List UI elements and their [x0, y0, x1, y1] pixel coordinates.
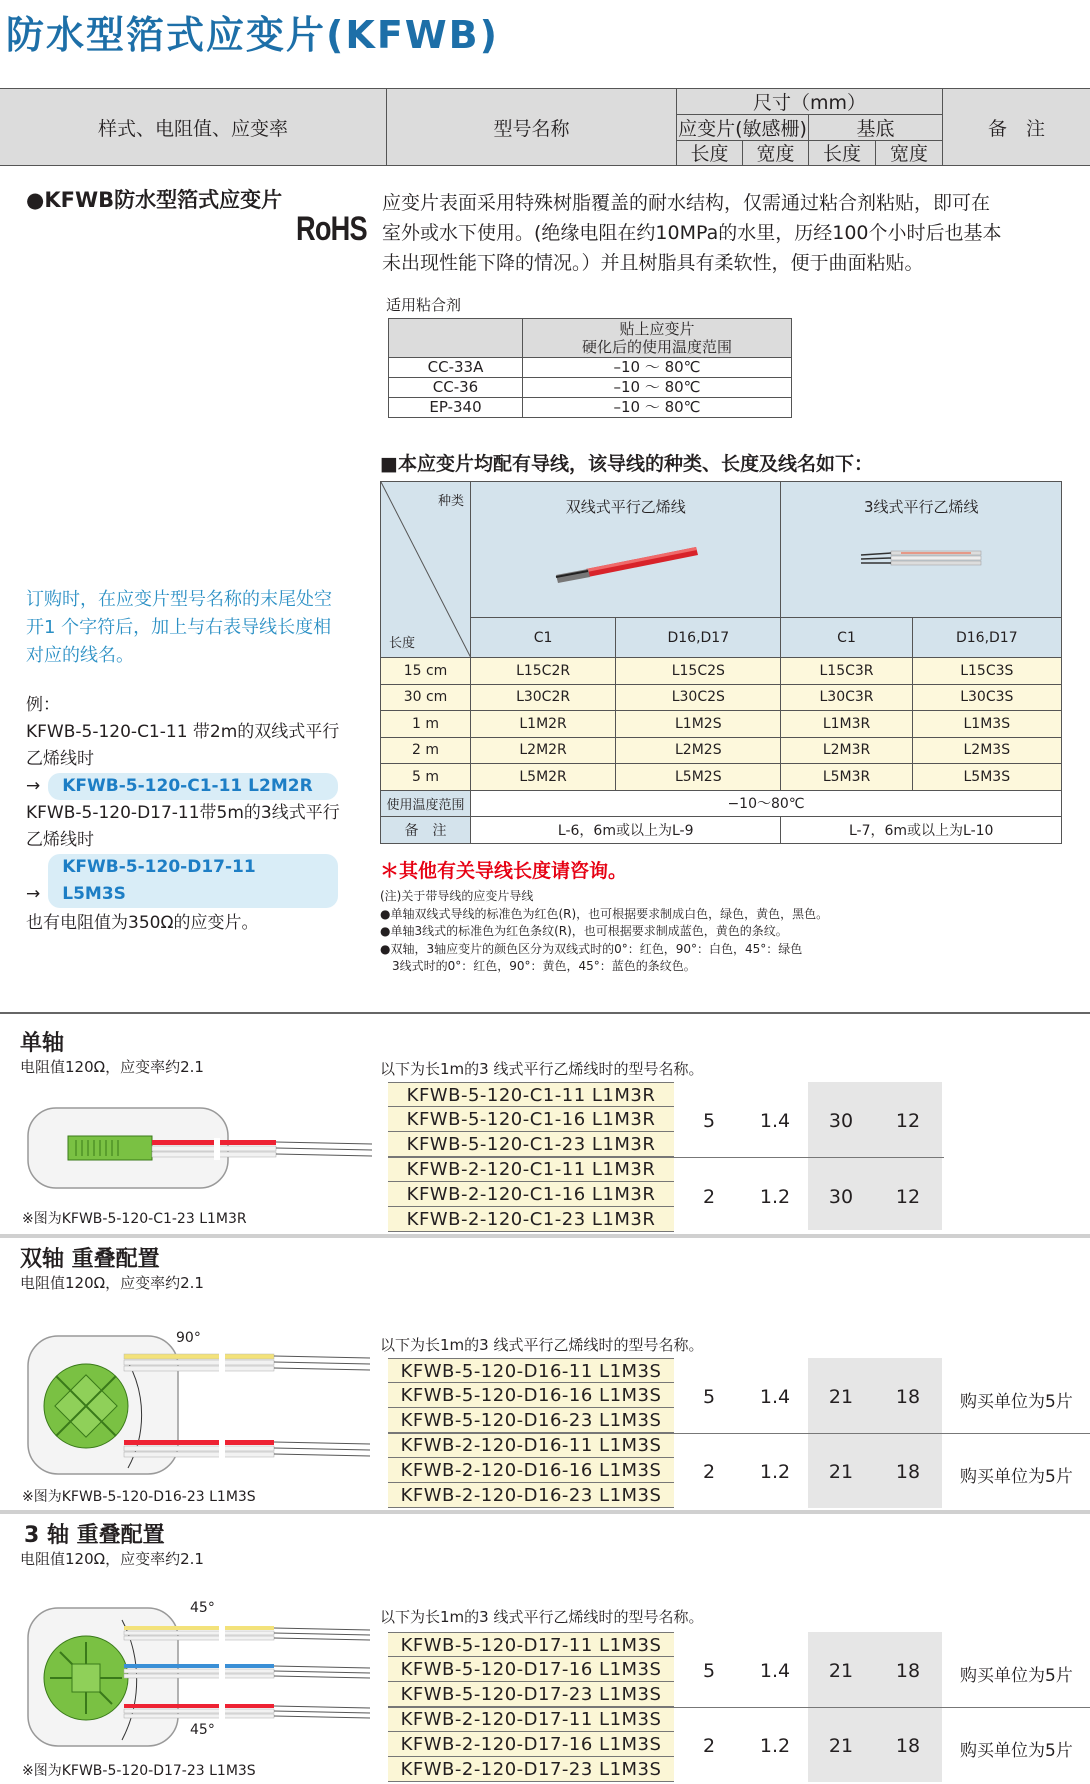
gauge-length: 2	[702, 1461, 716, 1483]
angle-label-top: 45°	[190, 1600, 215, 1616]
order-example	[26, 692, 366, 908]
table-row	[381, 684, 1062, 711]
lead-code: L2M3S	[912, 737, 1061, 764]
header-gauge-width: 宽度	[742, 140, 808, 165]
gauge-length: 5	[702, 1110, 716, 1132]
product-description	[382, 188, 1062, 278]
lead-len: 15 cm	[381, 658, 471, 685]
page-title: 防水型箔式应变片(KFWB)	[6, 13, 500, 57]
lead-code: L5M2S	[616, 764, 781, 791]
purchase-unit-remark: 购买单位为5片	[960, 1467, 1073, 1487]
gauge-length: 2	[702, 1735, 716, 1757]
note-line: ●单轴3线式的标准色为红色条纹(R)，也可根据要求制成蓝色，黄色的条纹。	[380, 924, 788, 938]
model-name: KFWB-5-120-C1-16 L1M3R	[388, 1107, 674, 1132]
three-wire-label: 3线式平行乙烯线	[863, 498, 979, 516]
adhesive-col-head	[523, 319, 792, 358]
gauge-length: 5	[702, 1660, 716, 1682]
lead-code: L2M2R	[471, 737, 616, 764]
example-line: 乙烯线时	[26, 749, 94, 769]
section-sub: 电阻值120Ω，应变率约2.1	[20, 1274, 204, 1292]
adhesive-name: EP-340	[389, 398, 523, 418]
consult-note: ＊其他有关导线长度请咨询。	[380, 860, 628, 882]
lead-code: L30C2R	[471, 684, 616, 711]
table-row	[381, 790, 1062, 817]
adhesive-range: –10 ～ 80℃	[523, 358, 792, 378]
model-name: KFWB-2-120-D17-11 L1M3S	[388, 1707, 674, 1732]
lead-remark-2: L-6，6m或以上为L-9	[471, 817, 781, 844]
lead-heading: ■本应变片均配有导线，该导线的种类、长度及线名如下：	[380, 453, 873, 475]
gauge-length: 2	[702, 1186, 716, 1208]
group-divider	[388, 1157, 944, 1158]
lead-remark-3: L-7，6m或以上为L-10	[781, 817, 1062, 844]
base-width: 18	[895, 1461, 921, 1483]
gauge-width: 1.4	[759, 1660, 791, 1682]
model-name: KFWB-2-120-D16-16 L1M3S	[388, 1458, 674, 1483]
model-name: KFWB-5-120-C1-11 L1M3R	[388, 1082, 674, 1107]
base-length: 21	[828, 1660, 854, 1682]
base-length: 21	[828, 1386, 854, 1408]
note-line: ●单轴双线式导线的标准色为红色(R)，也可根据要求制成白色，绿色，黄色，黑色。	[380, 906, 829, 921]
model-name: KFWB-2-120-C1-11 L1M3R	[388, 1157, 674, 1182]
header-gauge-length: 长度	[676, 140, 742, 165]
purchase-unit-remark: 购买单位为5片	[960, 1666, 1073, 1686]
base-width: 18	[895, 1735, 921, 1757]
header-dims: 尺寸（mm）	[676, 89, 942, 114]
lead-code: L1M2R	[471, 711, 616, 738]
example-model-pill: KFWB-5-120-C1-11 L2M2R	[48, 773, 338, 800]
group-divider	[388, 1433, 1090, 1434]
example-result	[26, 854, 366, 908]
figure-caption: ※图为KFWB-5-120-D17-23 L1M3S	[22, 1763, 256, 1779]
lead-code: L15C3S	[912, 658, 1061, 685]
order-line: 对应的线名。	[26, 645, 134, 666]
section-note: 以下为长1m的3 线式平行乙烯线时的型号名称。	[380, 1336, 704, 1354]
model-name: KFWB-2-120-C1-16 L1M3R	[388, 1182, 674, 1207]
gauge-width: 1.2	[759, 1735, 791, 1757]
table-row	[389, 358, 792, 378]
table-row	[381, 658, 1062, 685]
table-row	[381, 737, 1062, 764]
gauge-width: 1.2	[759, 1186, 791, 1208]
lead-code: L15C3R	[781, 658, 912, 685]
lead-code: L30C3R	[781, 684, 912, 711]
model-name: KFWB-2-120-D16-11 L1M3S	[388, 1433, 674, 1458]
lead-len: 30 cm	[381, 684, 471, 711]
header-base-length: 长度	[808, 140, 875, 165]
base-length: 21	[828, 1461, 854, 1483]
section-divider	[0, 1510, 1090, 1514]
example-model-pill: KFWB-5-120-D17-11 L5M3S	[48, 854, 338, 908]
table-row	[389, 398, 792, 418]
gauge-width: 1.2	[759, 1461, 791, 1483]
lead-code: L15C2S	[616, 658, 781, 685]
lead-sub-head: C1	[781, 618, 912, 658]
lead-len: 1 m	[381, 711, 471, 738]
lead-code: L2M3R	[781, 737, 912, 764]
note-line: (注)关于带导线的应变片导线	[380, 889, 534, 903]
product-heading: ●KFWB防水型箔式应变片	[26, 188, 283, 212]
table-row	[381, 764, 1062, 791]
table-row	[389, 378, 792, 398]
header-style: 样式、电阻值、应变率	[97, 117, 288, 140]
figure-caption: ※图为KFWB-5-120-C1-23 L1M3R	[22, 1211, 247, 1227]
lead-code: L1M3R	[781, 711, 912, 738]
table-row	[381, 711, 1062, 738]
lead-sub-head: C1	[471, 618, 616, 658]
example-label: 例：	[26, 695, 60, 715]
group-divider	[388, 1707, 1090, 1708]
biaxial-gauge-diagram	[24, 1300, 374, 1490]
order-instruction	[26, 586, 356, 670]
header-remarks: 备 注	[942, 89, 1090, 165]
lead-code: L1M2S	[616, 711, 781, 738]
angle-label: 90°	[176, 1330, 201, 1346]
lead-code: L30C3S	[912, 684, 1061, 711]
three-wire-cable-icon	[851, 535, 991, 585]
base-width: 18	[895, 1660, 921, 1682]
gauge-width: 1.4	[759, 1386, 791, 1408]
lead-code: L30C2S	[616, 684, 781, 711]
example-line: KFWB-5-120-C1-11 带2m的双线式平行	[26, 722, 340, 742]
order-line: 开1 个字符后，加上与右表导线长度相	[26, 617, 332, 638]
header-base-width: 宽度	[875, 140, 942, 165]
section-title-biaxial: 双轴 重叠配置	[20, 1247, 160, 1272]
lead-remark-label: 备 注	[381, 817, 471, 844]
example-line: 乙烯线时	[26, 830, 94, 850]
adhesive-corner	[389, 319, 523, 358]
lead-sub-head: D16,D17	[616, 618, 781, 658]
lead-code: L5M2R	[471, 764, 616, 791]
note-line: ●双轴，3轴应变片的颜色区分为双线式时的0°：红色，90°：白色，45°：绿色	[380, 941, 803, 956]
model-name: KFWB-5-120-D17-23 L1M3S	[388, 1682, 674, 1707]
base-width: 12	[895, 1186, 921, 1208]
model-name: KFWB-2-120-C1-23 L1M3R	[388, 1207, 674, 1232]
model-name: KFWB-5-120-C1-23 L1M3R	[388, 1132, 674, 1157]
base-length: 30	[828, 1110, 854, 1132]
desc-line: 未出现性能下降的情况。）并且树脂具有柔软性，便于曲面粘贴。	[382, 252, 924, 274]
adhesive-name: CC-36	[389, 378, 523, 398]
model-name: KFWB-2-120-D17-23 L1M3S	[388, 1757, 674, 1782]
table-row	[381, 817, 1062, 844]
lead-code: L2M2S	[616, 737, 781, 764]
purchase-unit-remark: 购买单位为5片	[960, 1392, 1073, 1412]
section-title-uniaxial: 单轴	[20, 1031, 65, 1056]
adhesive-col-head-line: 硬化后的使用温度范围	[581, 338, 732, 356]
base-width: 12	[895, 1110, 921, 1132]
base-length: 30	[828, 1186, 854, 1208]
lead-code: L1M3S	[912, 711, 1061, 738]
temp-label: 使用温度范围	[381, 790, 471, 817]
lead-sub-head: D16,D17	[912, 618, 1061, 658]
note-line: 3线式时的0°：红色，90°：黄色，45°：蓝色的条纹色。	[380, 959, 696, 973]
example-line: KFWB-5-120-D17-11带5m的3线式平行	[26, 803, 340, 823]
figure-caption: ※图为KFWB-5-120-D16-23 L1M3S	[22, 1489, 256, 1505]
two-wire-label: 双线式平行乙烯线	[565, 498, 686, 516]
base-length: 21	[828, 1735, 854, 1757]
two-wire-cable-icon	[546, 535, 706, 585]
three-wire-head	[781, 482, 1062, 618]
model-name: KFWB-5-120-D17-16 L1M3S	[388, 1657, 674, 1682]
angle-label-bottom: 45°	[190, 1722, 215, 1738]
gauge-width: 1.4	[759, 1110, 791, 1132]
rohs-mark: RoHS	[296, 210, 367, 248]
model-name: KFWB-2-120-D16-23 L1M3S	[388, 1483, 674, 1508]
lead-type-label: 种类	[437, 494, 464, 509]
header-gauge: 应变片(敏感栅)	[676, 114, 808, 140]
section-note: 以下为长1m的3 线式平行乙烯线时的型号名称。	[380, 1608, 704, 1626]
lead-len: 2 m	[381, 737, 471, 764]
two-wire-head	[471, 482, 781, 618]
desc-line: 应变片表面采用特殊树脂覆盖的耐水结构，仅需通过粘合剂粘贴，即可在	[382, 192, 991, 214]
section-note: 以下为长1m的3 线式平行乙烯线时的型号名称。	[380, 1060, 704, 1078]
lead-code: L5M3R	[781, 764, 912, 791]
arrow-icon: →	[26, 884, 41, 904]
purchase-unit-remark: 购买单位为5片	[960, 1741, 1073, 1761]
adhesive-label: 适用粘合剂	[386, 296, 462, 314]
desc-line: 室外或水下使用。(绝缘电阻在约10MPa的水里，历经100个小时后也基本	[382, 222, 1002, 244]
header-base: 基底	[808, 114, 942, 140]
section-divider	[0, 1012, 1090, 1014]
order-line: 订购时，在应变片型号名称的末尾处空	[26, 589, 332, 610]
section-sub: 电阻值120Ω，应变率约2.1	[20, 1058, 204, 1076]
adhesive-range: –10 ～ 80℃	[523, 398, 792, 418]
lead-length-label: 长度	[389, 636, 416, 651]
header-model: 型号名称	[386, 89, 676, 165]
also-350-note: 也有电阻值为350Ω的应变片。	[26, 913, 259, 933]
section-title-triaxial: 3 轴 重叠配置	[24, 1523, 165, 1548]
table-header	[0, 88, 1090, 166]
uniaxial-gauge-diagram	[24, 1100, 374, 1200]
example-result	[26, 773, 366, 800]
lead-len: 5 m	[381, 764, 471, 791]
arrow-icon: →	[26, 776, 41, 796]
model-name: KFWB-5-120-D16-23 L1M3S	[388, 1408, 674, 1433]
model-name: KFWB-5-120-D16-11 L1M3S	[388, 1358, 674, 1383]
lead-corner-cell	[381, 482, 471, 658]
adhesive-table	[388, 318, 792, 418]
lead-table	[380, 481, 1062, 844]
base-width: 18	[895, 1386, 921, 1408]
lead-code: L5M3S	[912, 764, 1061, 791]
adhesive-col-head-line: 贴上应变片	[619, 320, 695, 338]
lead-code: L15C2R	[471, 658, 616, 685]
model-name: KFWB-5-120-D16-16 L1M3S	[388, 1383, 674, 1408]
model-name: KFWB-2-120-D17-16 L1M3S	[388, 1732, 674, 1757]
temp-value: −10〜80℃	[471, 790, 1062, 817]
adhesive-name: CC-33A	[389, 358, 523, 378]
gauge-length: 5	[702, 1386, 716, 1408]
model-name: KFWB-5-120-D17-11 L1M3S	[388, 1632, 674, 1657]
adhesive-range: –10 ～ 80℃	[523, 378, 792, 398]
section-sub: 电阻值120Ω，应变率约2.1	[20, 1550, 204, 1568]
lead-notes	[380, 888, 1060, 976]
section-divider	[0, 1234, 1090, 1238]
